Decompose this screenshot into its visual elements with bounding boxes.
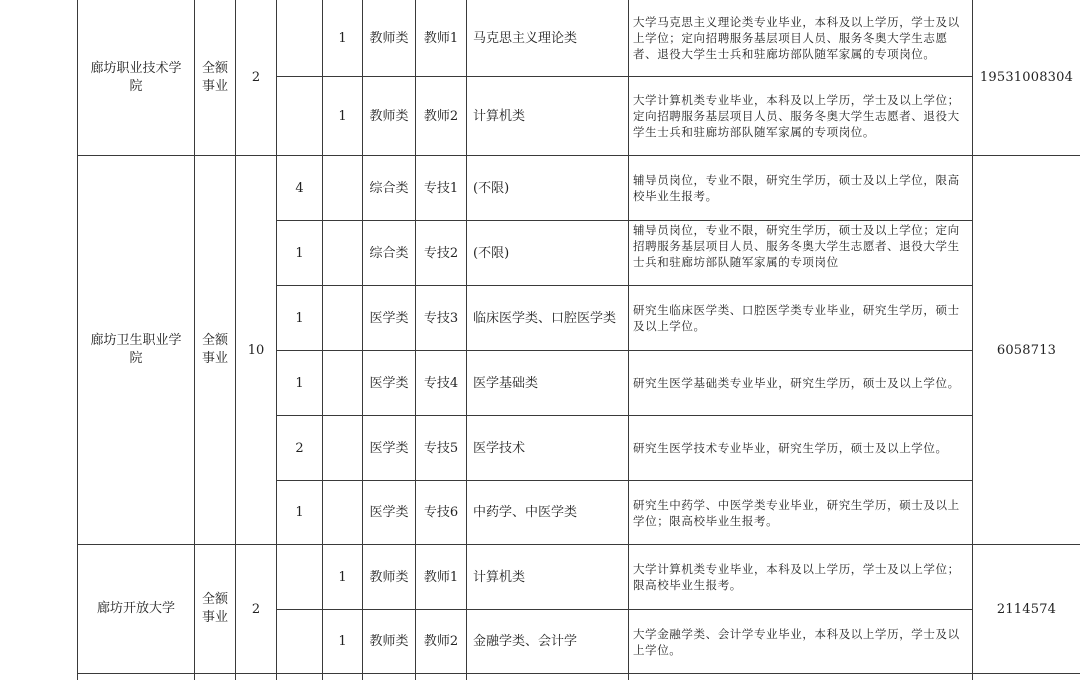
contact-phone: 19531008304 [979,70,1074,85]
unit-name: 廊坊开放大学 [96,601,175,616]
major-requirement: 临床医学类、口腔医学类 [473,310,617,326]
post-category: 教师类 [369,569,409,585]
unit-total: 2 [251,601,261,617]
other-requirements: 研究生医学基础类专业毕业，研究生学历，硕士及以上学位。 [633,376,960,390]
post-count: 1 [295,505,304,520]
major-requirement: (不限) [473,245,510,261]
post-code: 专技4 [423,375,459,391]
major-requirement: 中药学、中医学类 [473,505,578,520]
other-requirements: 大学金融学类、会计学专业毕业，本科及以上学历，学士及以上学位。 [633,626,960,657]
post-category: 综合类 [369,180,409,196]
unit-total: 10 [247,342,265,358]
post-category: 医学类 [369,505,409,520]
other-requirements: 研究生临床医学类、口腔医学类专业毕业，研究生学历，硕士及以上学位。 [633,303,960,333]
post-code: 教师2 [423,634,459,649]
major-requirement: 医学基础类 [473,375,539,391]
other-requirements: 大学计算机类专业毕业，本科及以上学历，学士及以上学位；定向招聘服务基层项目人员、服务冬奥大学生志愿者、退役大学生士兵和驻廊坊部队随军家属的专项岗位。 [633,93,960,139]
post-category: 教师类 [369,634,409,649]
unit-name: 廊坊职业技术学院 [90,60,182,94]
post-code: 专技6 [423,505,459,520]
other-requirements: 研究生中药学、中医学类专业毕业，研究生学历，硕士及以上学位；限高校毕业生报考。 [633,497,960,528]
post-code: 专技3 [423,310,459,326]
post-count: 1 [295,245,304,261]
post-count: 4 [295,180,304,196]
contact-phone: 2114574 [996,601,1057,617]
other-requirements: 辅导员岗位，专业不限，研究生学历，硕士及以上学位，限高校毕业生报考。 [633,173,960,203]
other-requirements: 研究生医学技术专业毕业，研究生学历，硕士及以上学位。 [633,441,948,455]
post-count: 1 [338,30,347,46]
post-code: 专技5 [423,440,459,456]
post-count: 1 [295,375,304,391]
other-requirements: 大学计算机类专业毕业，本科及以上学历，学士及以上学位；限高校毕业生报考。 [633,562,960,592]
major-requirement: 金融学类、会计学 [473,634,578,649]
funding-type: 全额事业 [201,592,228,625]
other-requirements: 辅导员岗位，专业不限，研究生学历，硕士及以上学位；定向招聘服务基层项目人员、服务冬奥大学生志愿者、退役大学生士兵和驻廊坊部队随军家属的专项岗位 [633,223,960,269]
hline [77,673,1080,674]
post-category: 医学类 [369,440,409,456]
major-requirement: 医学技术 [473,440,526,456]
post-code: 专技2 [423,245,459,261]
post-code: 教师2 [423,108,459,124]
post-count: 1 [295,310,304,326]
post-code: 专技1 [423,180,459,196]
other-requirements: 大学马克思主义理论类专业毕业，本科及以上学历，学士及以上学位；定向招聘服务基层项目人员、服务冬奥大学生志愿者、退役大学生士兵和驻廊坊部队随军家属的专项岗位。 [633,15,960,61]
post-code: 教师1 [423,30,459,46]
post-count: 1 [338,569,347,585]
major-requirement: (不限) [473,180,510,196]
post-category: 医学类 [369,310,409,326]
post-category: 综合类 [369,245,409,261]
post-category: 医学类 [369,375,409,391]
post-count: 1 [338,634,347,649]
funding-type: 全额事业 [201,333,228,366]
major-requirement: 马克思主义理论类 [473,30,578,46]
post-count: 2 [295,440,304,456]
post-code: 教师1 [423,569,459,585]
post-category: 教师类 [369,108,409,124]
post-count: 1 [338,108,347,124]
unit-name: 廊坊卫生职业学院 [90,333,182,366]
major-requirement: 计算机类 [473,569,526,585]
unit-total: 2 [251,70,261,85]
funding-type: 全额事业 [201,60,228,94]
major-requirement: 计算机类 [473,108,526,124]
contact-phone: 6058713 [996,342,1057,358]
post-category: 教师类 [369,30,409,46]
